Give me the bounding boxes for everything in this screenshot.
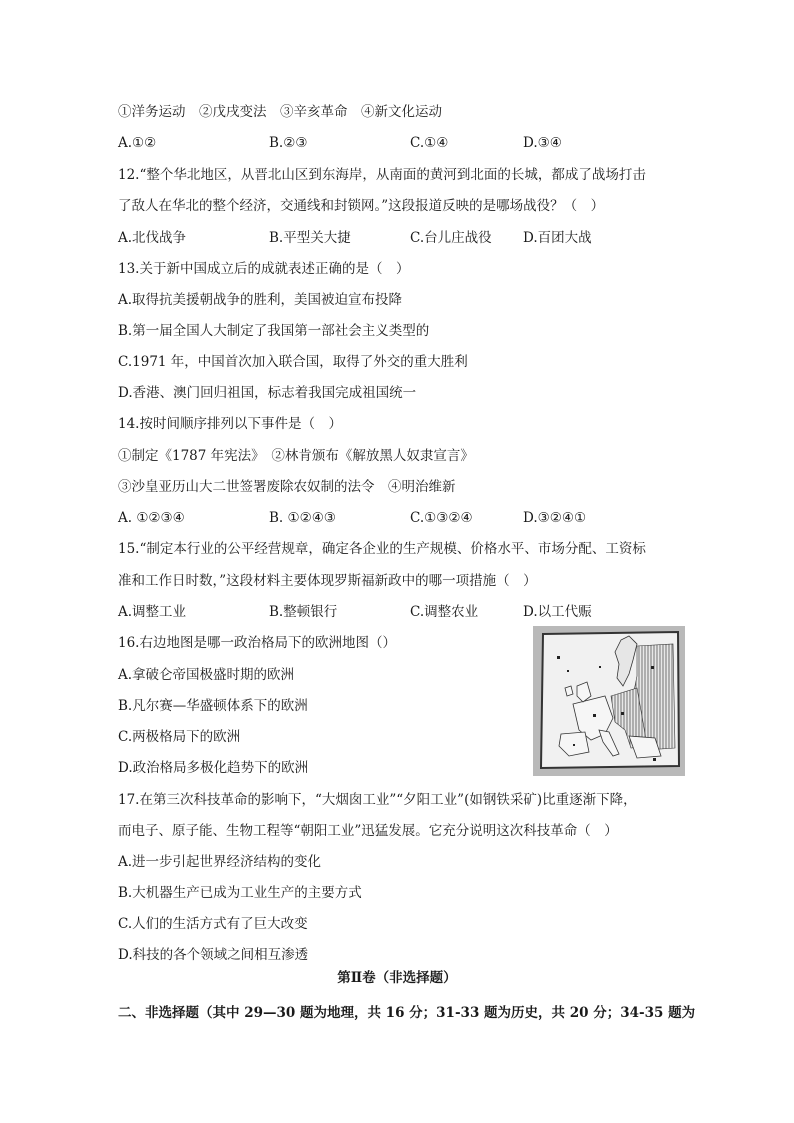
- q13-option-b: B.第一届全国人大制定了我国第一部社会主义类型的: [118, 323, 430, 339]
- q11-option-d: D.③④: [523, 135, 562, 151]
- q12-options: [118, 228, 678, 248]
- q16-option-c: C.两极格局下的欧洲: [118, 729, 241, 745]
- q13-option-a: A.取得抗美援朝战争的胜利，美国被迫宣布投降: [118, 292, 403, 308]
- q17-option-c: C.人们的生活方式有了巨大改变: [118, 916, 308, 932]
- q12-option-a: A.北伐战争: [118, 230, 187, 246]
- section-intro: 二、非选择题（其中 29—30 题为地理，共 16 分；31-33 题为历史，共 20 分；34-35 题为: [118, 1005, 696, 1021]
- q16-option-a: A.拿破仑帝国极盛时期的欧洲: [118, 667, 295, 683]
- q14-option-a: A. ①②③④: [118, 510, 185, 526]
- q11-option-b: B.②③: [269, 135, 308, 151]
- q14-stem: 14.按时间顺序排列以下事件是（ ）: [118, 416, 342, 432]
- q15-stem-line2: 准和工作日时数，”这段材料主要体现罗斯福新政中的哪一项措施（ ）: [118, 573, 537, 589]
- q12-stem-line2: 了敌人在华北的整个经济，交通线和封锁网。”这段报道反映的是哪场战役？（ ）: [118, 198, 605, 214]
- q14-options: [118, 508, 678, 528]
- q15-option-c: C.调整农业: [410, 604, 479, 620]
- q17-option-a: A.进一步引起世界经济结构的变化: [118, 854, 322, 870]
- q15-option-d: D.以工代赈: [523, 604, 592, 620]
- q17-option-b: B.大机器生产已成为工业生产的主要方式: [118, 885, 362, 901]
- q17-stem-line1: 17.在第三次科技革命的影响下，“大烟囱工业”“夕阳工业”(如钢铁采矿)比重逐渐下降，: [118, 792, 637, 808]
- q16-option-b: B.凡尔赛—华盛顿体系下的欧洲: [118, 698, 308, 714]
- q12-option-d: D.百团大战: [523, 230, 592, 246]
- q12-stem-line1: 12.“整个华北地区，从晋北山区到东海岸，从南面的黄河到北面的长城，都成了战场打击: [118, 167, 646, 183]
- q11-options: [118, 133, 678, 153]
- q13-option-d: D.香港、澳门回归祖国，标志着我国完成祖国统一: [118, 385, 417, 401]
- q15-option-a: A.调整工业: [118, 604, 187, 620]
- q14-option-c: C.①③②④: [410, 510, 473, 526]
- q16-stem: 16.右边地图是哪一政治格局下的欧洲地图（）: [118, 635, 396, 651]
- q16-option-d: D.政治格局多极化趋势下的欧洲: [118, 760, 309, 776]
- europe-map-drawing: [533, 626, 685, 776]
- q14-items-line1: ①制定《1787 年宪法》 ②林肯颁布《解放黑人奴隶宣言》: [118, 448, 474, 464]
- q15-options: [118, 602, 678, 622]
- q12-option-b: B.平型关大捷: [269, 230, 351, 246]
- q14-option-d: D.③②④①: [523, 510, 587, 526]
- q14-items-line2: ③沙皇亚历山大二世签署废除农奴制的法令 ④明治维新: [118, 479, 456, 495]
- europe-map-image: [533, 626, 685, 776]
- q15-stem-line1: 15.“制定本行业的公平经营规章，确定各企业的生产规模、价格水平、市场分配、工资标: [118, 541, 646, 557]
- q13-option-c: C.1971 年，中国首次加入联合国，取得了外交的重大胜利: [118, 354, 468, 370]
- q14-option-b: B. ①②④③: [269, 510, 336, 526]
- section-heading: 第Ⅱ卷（非选择题）: [337, 970, 457, 986]
- q11-option-c: C.①④: [410, 135, 449, 151]
- q17-option-d: D.科技的各个领域之间相互渗透: [118, 947, 309, 963]
- q12-option-c: C.台儿庄战役: [410, 230, 492, 246]
- q17-stem-line2: 而电子、原子能、生物工程等“朝阳工业”迅猛发展。它充分说明这次科技革命（ ）: [118, 823, 618, 839]
- q13-stem: 13.关于新中国成立后的成就表述正确的是（ ）: [118, 261, 410, 277]
- q11-items: ①洋务运动 ②戊戌变法 ③辛亥革命 ④新文化运动: [118, 104, 442, 120]
- q15-option-b: B.整顿银行: [269, 604, 338, 620]
- q11-option-a: A.①②: [118, 135, 157, 151]
